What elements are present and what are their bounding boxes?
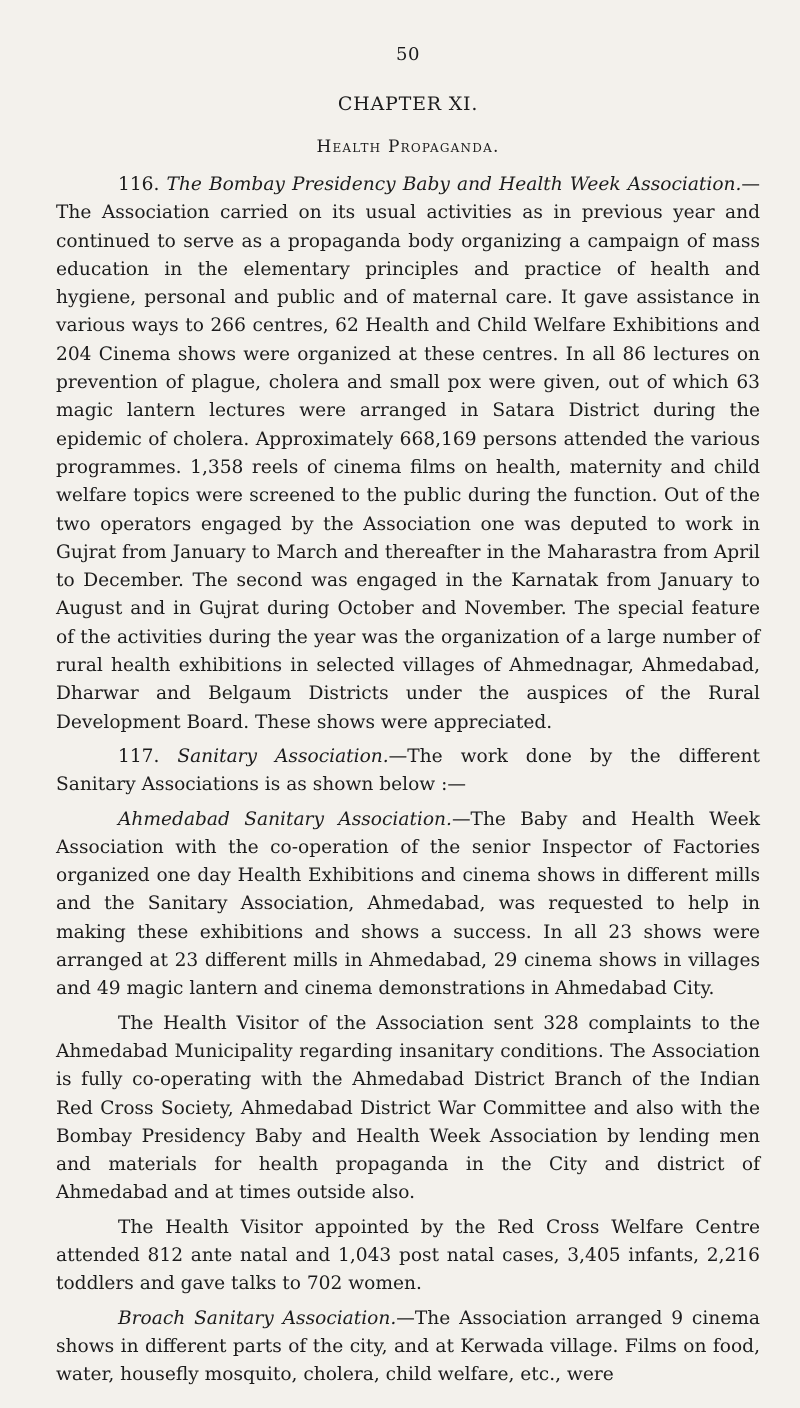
paragraph-text: —The Association arranged 9 cinema shows in different parts of the city, and at Kerwada village. Films on food, water, housefly mosquito, cholera, child welfare, etc., were — [56, 1307, 760, 1386]
paragraph-lead: Ahmedabad Sanitary Association. — [118, 808, 452, 830]
paragraph-text: —The work done by the different Sanitary Associations is as shown below :— — [56, 745, 760, 796]
paragraph-number: 117. — [118, 745, 160, 767]
paragraph-117 — [56, 743, 760, 800]
paragraph-text: The Health Visitor appointed by the Red Cross Welfare Centre attended 812 ante natal and 1,043 post natal cases, 3,405 infants, 2,216 toddlers and gave talks to 702 women. — [56, 1216, 760, 1295]
paragraph-lead: Sanitary Association. — [177, 745, 389, 767]
paragraph-lead: Broach Sanitary Association. — [118, 1307, 397, 1329]
paragraph-text: —The Baby and Health Week Association with the co-operation of the senior Inspector of Factories organized one day Health Exhibitions and cinema shows in different mills and the Sanitary Association, Ahmedabad, was requested to help in making these exhibitions and shows a success. In all 23 shows were arranged at 23 different mills in Ahmedabad, 29 cinema shows in villages and 49 magic lantern and cinema demonstrations in Ahmedabad City. — [56, 808, 760, 1000]
page-number: 50 — [396, 44, 420, 65]
paragraph-text: The Health Visitor of the Association sent 328 complaints to the Ahmedabad Municipality regarding insanitary conditions. The Association is fully co-operating with the Ahmedabad District Branch of the Indian Red Cross Society, Ahmedabad District War Committee and also with the Bombay Presidency Baby and Health Week Association by lending men and materials for health propaganda in the City and district of Ahmedabad and at times outside also. — [56, 1012, 760, 1204]
chapter-title: CHAPTER XI. — [337, 93, 479, 115]
paragraph-red-cross — [56, 1214, 760, 1299]
section-title: Health Propaganda. — [316, 137, 500, 157]
paragraph-broach — [56, 1305, 760, 1390]
paragraph-lead: The Bombay Presidency Baby and Health Week Association. — [166, 174, 742, 195]
paragraph-number: 116. — [118, 174, 160, 195]
paragraph-ahmedabad — [56, 806, 760, 1004]
paragraph-116 — [56, 171, 760, 737]
paragraph-text: —The Association carried on its usual activities as in previous year and continued to serve as a propaganda body organizing a campaign of mass education in the elementary principles and practice of health and hygiene, personal and public and of maternal care. It gave assistance in various ways to 266 centres, 62 Health and Child Welfare Exhibitions and 204 Cinema shows were organized at these centres. In all 86 lectures on prevention of plague, cholera and small pox were given, out of which 63 magic lantern lectures were arranged in Satara District during the epidemic of cholera. Approximately 668,169 persons attended the various programmes. 1,358 reels of cinema films on health, maternity and child welfare topics were screened to the public during the function. Out of the two operators engaged by the Association one was deputed to work in Gujrat from January to March and thereafter in the Maharastra from April to December. The second was engaged in the Karnatak from January to August and in Gujrat during October and November. The special feature of the activities during the year was the organization of a large number of rural health exhibitions in selected villages of Ahmednagar, Ahmedabad, Dharwar and Belgaum Districts under the auspices of the Rural Development Board. These shows were appreciated. — [56, 174, 760, 733]
paragraph-health-visitor — [56, 1010, 760, 1208]
